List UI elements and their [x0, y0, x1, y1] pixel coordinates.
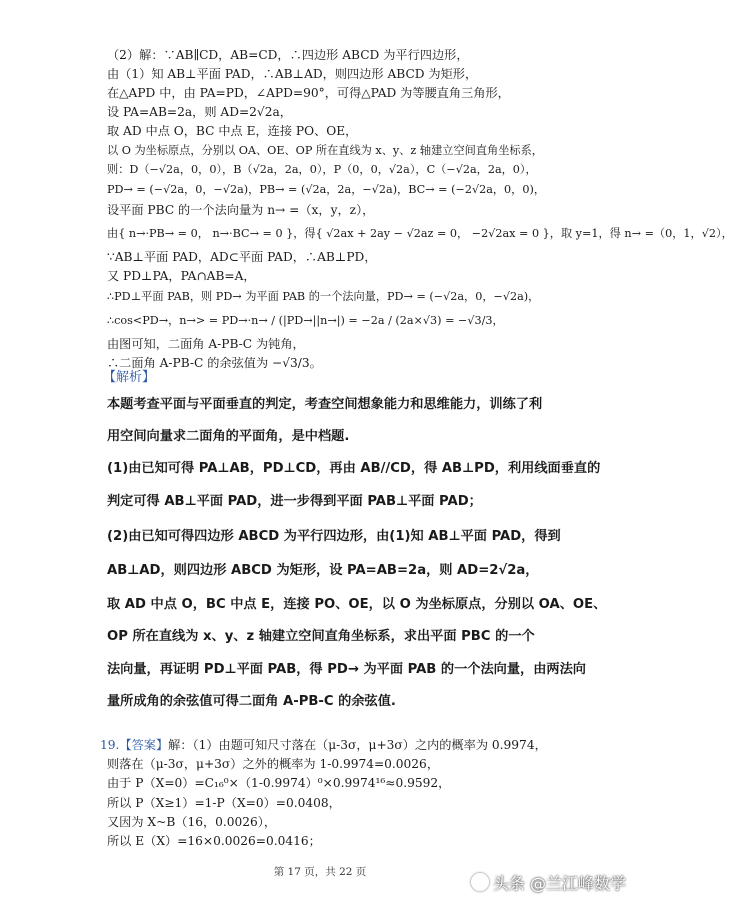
q19-line: 所以 P（X≥1）=1-P（X=0）=0.0408， [107, 796, 341, 810]
analysis-line: 用空间向量求二面角的平面角，是中档题. [107, 429, 350, 444]
solution-line: ∴cos<PD→，n→> = PD→·n→ / (|PD→||n→|) = −2a / (2a×√3) = −√3/3， [107, 314, 504, 327]
analysis-tag: 【解析】 [103, 370, 156, 385]
watermark-text: 头条 @兰江峰数学 [492, 873, 626, 893]
q19-line: 又因为 X~B（16，0.0026）， [107, 815, 277, 829]
solution-line: 设平面 PBC 的一个法向量为 n→ =（x，y，z）， [107, 203, 375, 217]
solution-line: （2）解：∵AB∥CD，AB=CD，∴四边形 ABCD 为平行四边形， [107, 48, 469, 62]
q19-line: 由于 P（X=0）=C₁₆⁰×（1-0.9974）⁰×0.9974¹⁶≈0.9592， [107, 776, 451, 790]
watermark-logo-icon [471, 873, 489, 891]
solution-line: 设 PA=AB=2a，则 AD=2√2a， [107, 105, 292, 119]
analysis-line: 本题考查平面与平面垂直的判定，考查空间想象能力和思维能力，训练了利 [107, 397, 543, 412]
solution-line: ∴二面角 A-PB-C 的余弦值为 −√3/3。 [107, 356, 322, 370]
analysis-line: AB⊥AD，则四边形 ABCD 为矩形，设 PA=AB=2a，则 AD=2√2a， [107, 563, 539, 578]
q19-line: 解：（1）由题可知尺寸落在（μ-3σ，μ+3σ）之内的概率为 0.9974， [168, 738, 547, 752]
solution-line: 又 PD⊥PA，PA∩AB=A， [107, 269, 256, 283]
analysis-line: OP 所在直线为 x、y、z 轴建立空间直角坐标系，求出平面 PBC 的一个 [107, 629, 535, 644]
q19-answer-tag: 19.【答案】 [100, 738, 169, 752]
solution-line: ∴PD⊥平面 PAB，则 PD→ 为平面 PAB 的一个法向量，PD→ = (−√2a，0，−√2a)， [107, 290, 540, 303]
analysis-line: (2)由已知可得四边形 ABCD 为平行四边形，由(1)知 AB⊥平面 PAD，得到 [107, 529, 561, 544]
solution-line: 由（1）知 AB⊥平面 PAD，∴AB⊥AD，则四边形 ABCD 为矩形， [107, 67, 478, 81]
q19-line: 则落在（μ-3σ，μ+3σ）之外的概率为 1-0.9974=0.0026， [107, 757, 440, 771]
solution-line: 由{ n→·PB→ = 0， n→·BC→ = 0 }，得{ √2ax + 2ay − √2az = 0， −2√2ax = 0 }，取 y=1，得 n→ =（0，1，√2）， [107, 227, 733, 240]
analysis-line: 判定可得 AB⊥平面 PAD，进一步得到平面 PAB⊥平面 PAD； [107, 494, 482, 509]
watermark [471, 869, 626, 895]
solution-line: ∵AB⊥平面 PAD，AD⊂平面 PAD，∴AB⊥PD， [107, 250, 377, 264]
analysis-line: 法向量，再证明 PD⊥平面 PAB，得 PD→ 为平面 PAB 的一个法向量，由两法向 [107, 662, 586, 677]
solution-line: 由图可知，二面角 A-PB-C 为钝角， [107, 337, 305, 351]
solution-line: 则：D（−√2a，0，0），B（√2a，2a，0），P（0，0，√2a），C（−√2a，2a，0）， [107, 163, 537, 176]
q19-line-first [100, 738, 570, 753]
q19-line: 所以 E（X）=16×0.0026=0.0416； [107, 834, 321, 848]
solution-line: 取 AD 中点 O，BC 中点 E，连接 PO、OE， [107, 124, 358, 138]
analysis-line: 量所成角的余弦值可得二面角 A-PB-C 的余弦值. [107, 694, 396, 709]
solution-line: 在△APD 中，由 PA=PD，∠APD=90°，可得△PAD 为等腰直角三角形， [107, 86, 510, 100]
analysis-line: 取 AD 中点 O，BC 中点 E，连接 PO、OE，以 O 为坐标原点，分别以 OA、OE、 [107, 597, 607, 612]
solution-line: PD→ = (−√2a，0，−√2a)，PB→ = (√2a，2a，−√2a)，BC→ = (−2√2a，0，0)， [107, 183, 546, 196]
solution-line: 以 O 为坐标原点，分别以 OA、OE、OP 所在直线为 x、y、z 轴建立空间直角坐标系， [107, 144, 543, 157]
page-footer: 第 17 页，共 22 页 [273, 866, 367, 878]
analysis-line: (1)由已知可得 PA⊥AB，PD⊥CD，再由 AB//CD，得 AB⊥PD，利用线面垂直的 [107, 461, 601, 476]
